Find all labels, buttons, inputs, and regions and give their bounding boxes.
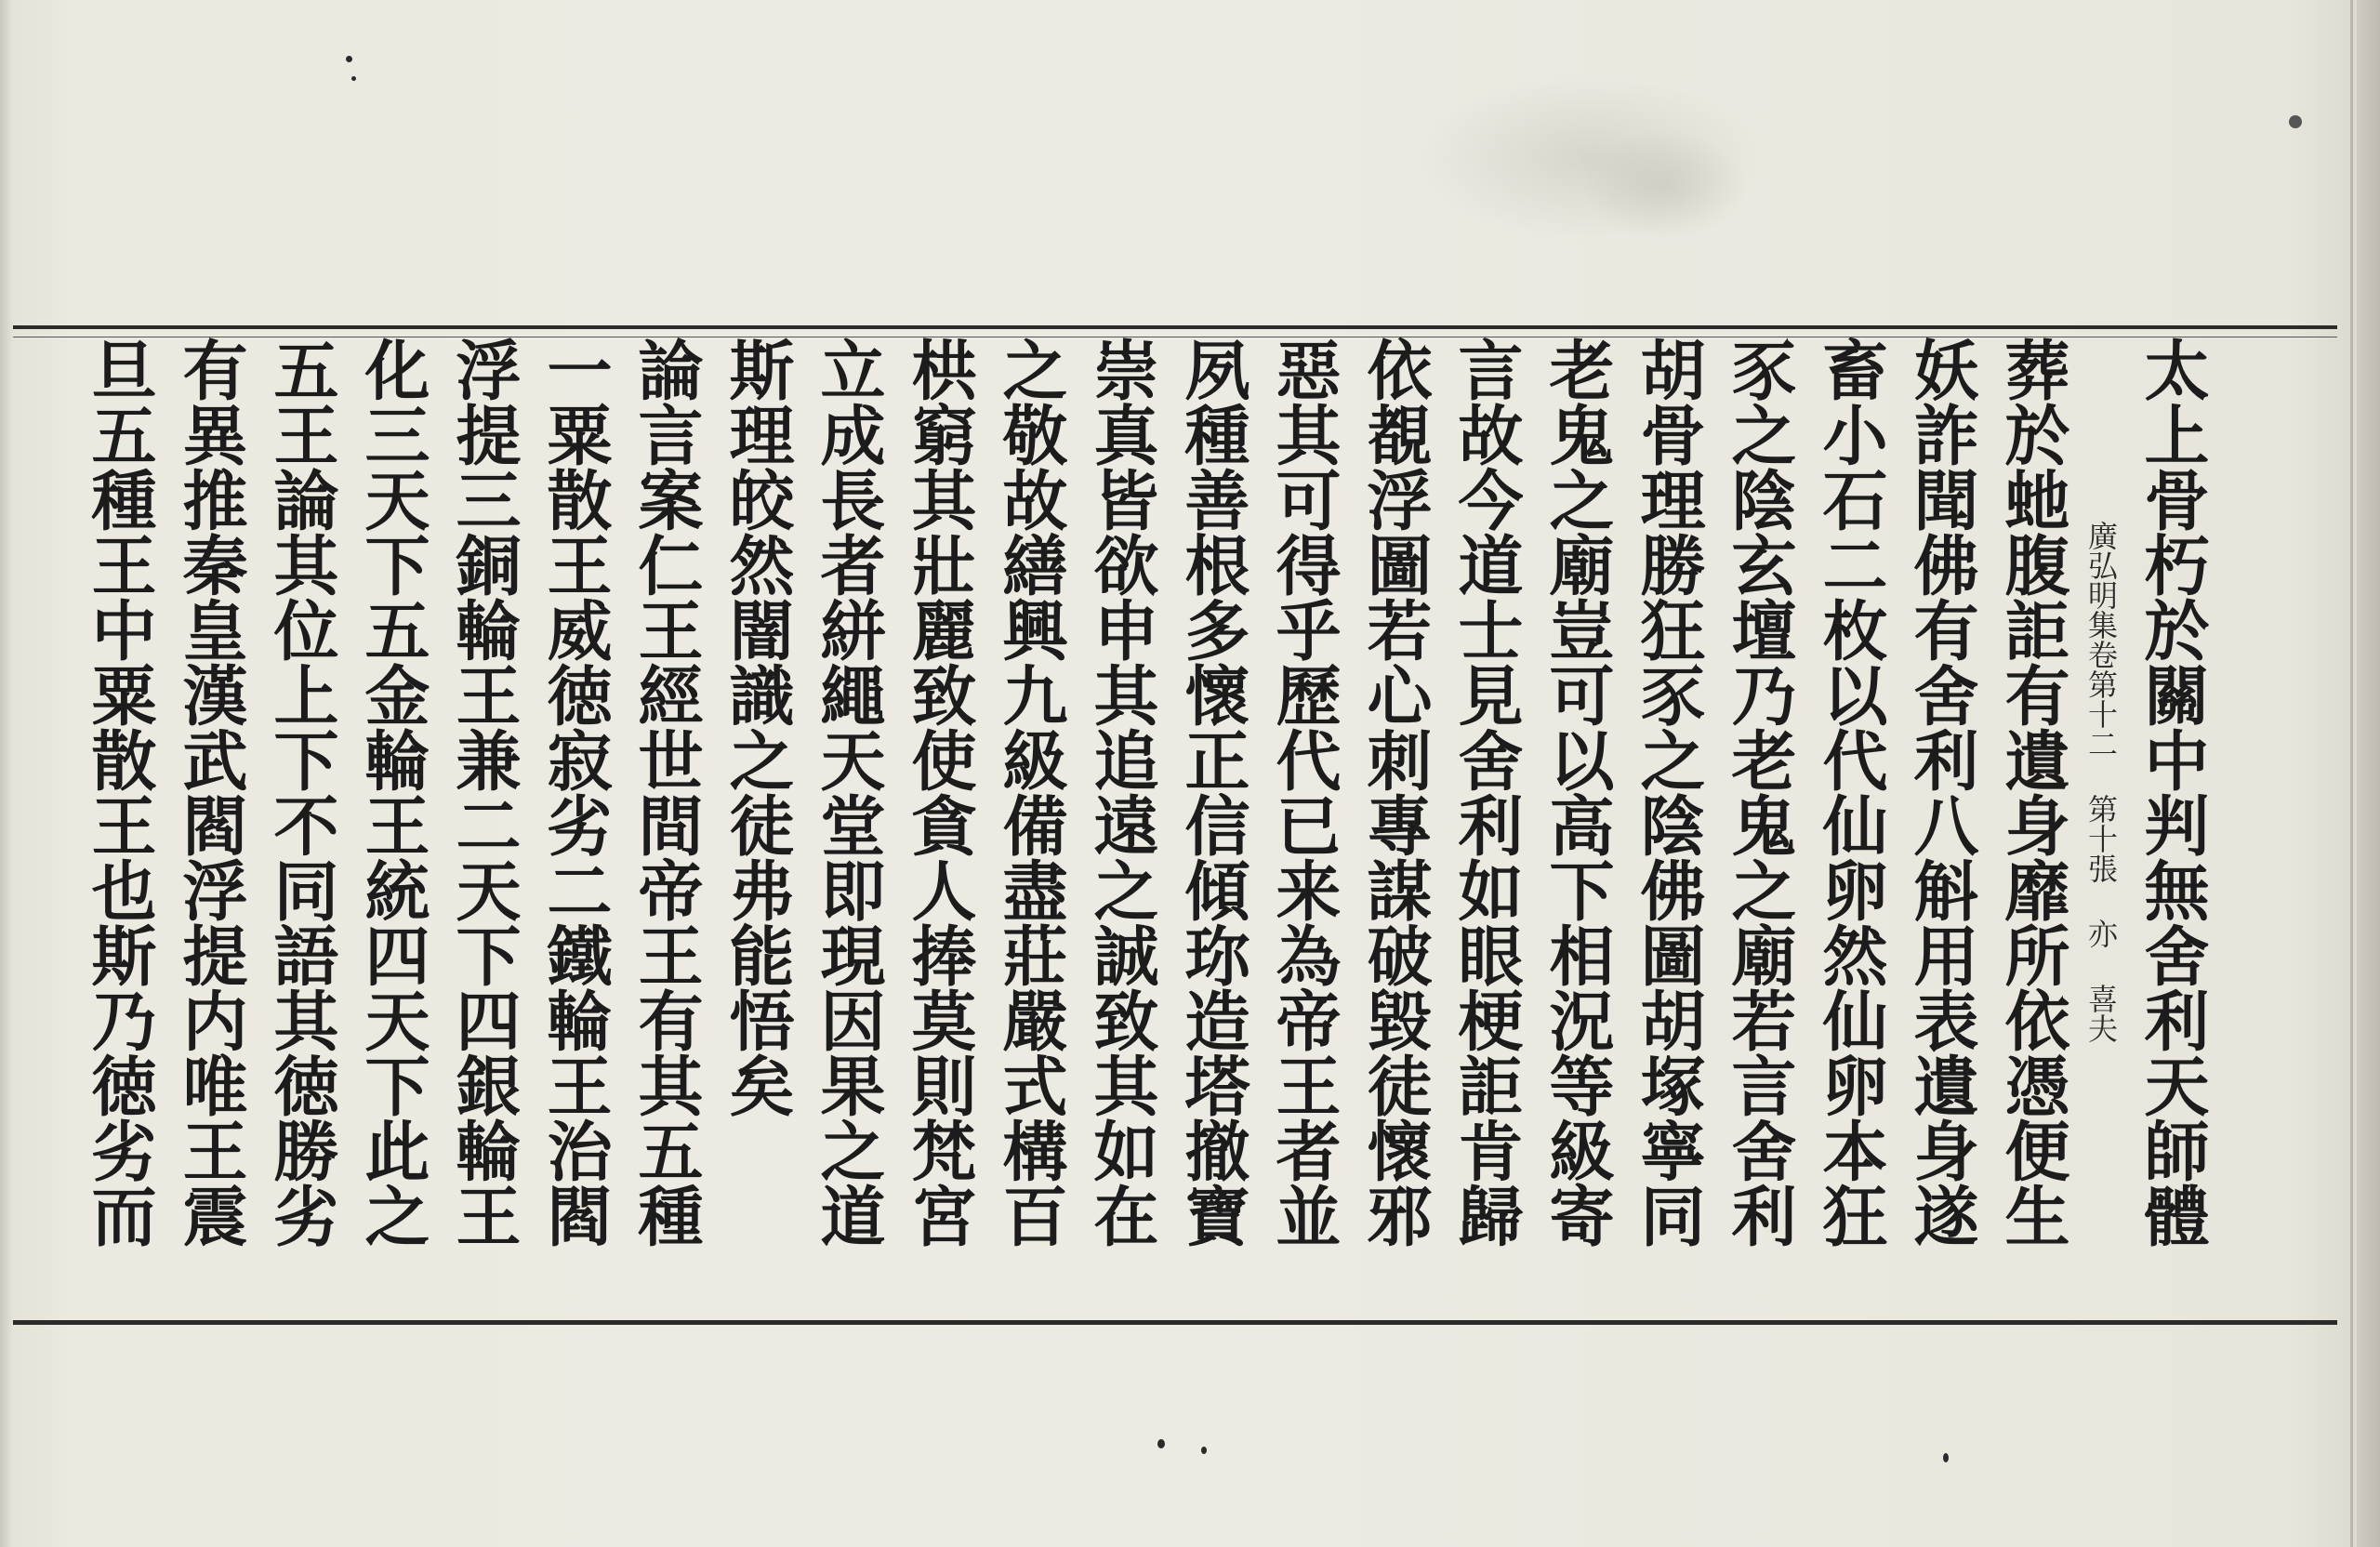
text-column: 論言案仁王經世間帝王有其五種: [628, 337, 705, 1248]
text-column: 之敬故繕興九級備盡莊嚴式構百: [992, 337, 1069, 1248]
ink-speck: [351, 76, 356, 81]
ink-speck: [2289, 115, 2302, 128]
text-column: 妖詐聞佛有舍利八斛用表遺身遂: [1903, 337, 1980, 1248]
spine-edge: [2357, 0, 2380, 1547]
text-column: 浮提三銅輪王兼二天下四銀輪王: [445, 337, 522, 1248]
marginal-note: 廣弘明集卷第十二 第十張 亦 喜夫: [2083, 521, 2119, 1043]
text-column: 太上骨朽於關中判無舍利天師體: [2134, 337, 2211, 1248]
text-column: 崇真皆欲申其追遠之誠致其如在: [1083, 337, 1160, 1248]
text-column: 老鬼之廟豈可以高下相況等級寄: [1539, 337, 1616, 1248]
ink-speck: [1157, 1439, 1165, 1448]
text-column: 依覩浮圖若心刺專謀破毀徒懷邪: [1356, 337, 1434, 1248]
text-column: 惡其可得乎歷代已来為帝王者並: [1265, 337, 1342, 1248]
text-column: 旦五種王中粟散王也斯乃徳劣而: [81, 337, 158, 1248]
text-column: 五王論其位上下不同語其徳勝劣: [263, 337, 340, 1248]
ink-speck: [346, 56, 352, 62]
text-column: 栱窮其壯麗致使貪人捧莫則梵宮: [901, 337, 978, 1248]
text-column: 有異推秦皇漢武閻浮提内唯王震: [172, 337, 249, 1248]
text-column: 化三天下五金輪王統四天下此之: [354, 337, 431, 1248]
text-column: 豕之陰玄壇乃老鬼之廟若言舍利: [1721, 337, 1798, 1248]
page-left-edge: [0, 0, 13, 1547]
text-column: 夙種善根多懷正信傾珎造塔撤寶: [1174, 337, 1251, 1248]
text-column: 胡骨理勝狂豕之陰佛圖胡塚寧同: [1630, 337, 1707, 1248]
text-column: 言故今道士見舍利如眼梗詎肯歸: [1448, 337, 1525, 1248]
text-column: 葬於虵腹詎有遺身靡所依憑便生: [1994, 337, 2071, 1248]
text-column: 一粟散王威徳寂劣二鐵輪王治閻: [536, 337, 614, 1248]
text-column: 斯理皎然闇識之徒弗能悟矣: [719, 337, 796, 1117]
text-column: 立成長者絣繩天堂即現因果之道: [810, 337, 887, 1248]
ink-speck: [1201, 1447, 1207, 1454]
ink-speck: [1943, 1453, 1949, 1462]
stain-mark: [1580, 130, 1748, 242]
spine-fold-line: [2350, 0, 2353, 1547]
text-column: 畜小石二枚以代仙卵然仙卵本狂: [1812, 337, 1889, 1248]
